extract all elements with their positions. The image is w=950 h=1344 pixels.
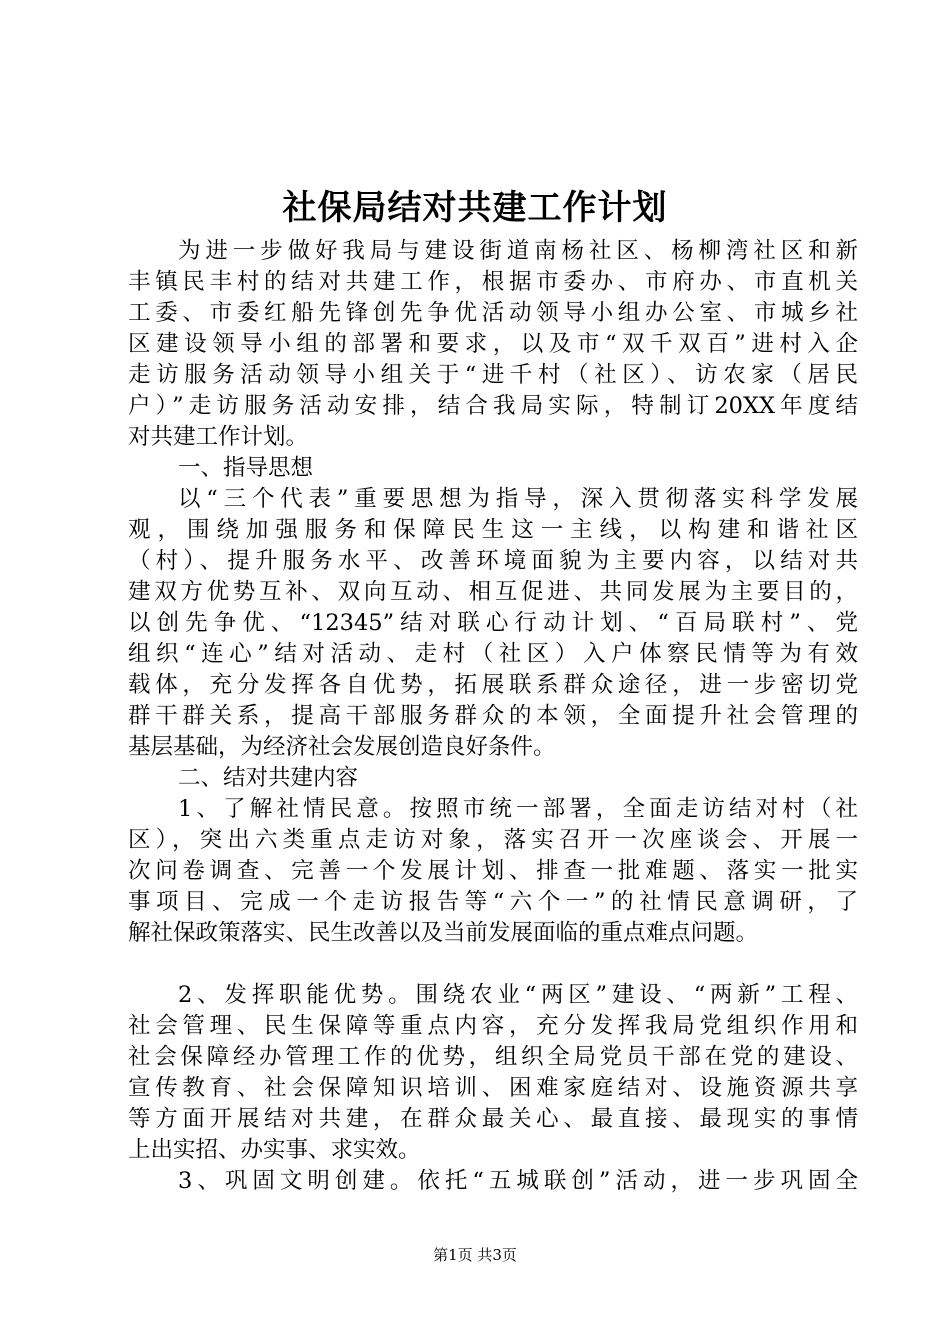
text-line: 观，围绕加强服务和保障民生这一主线，以构建和谐社区 [128,517,858,543]
text-line: 为进一步做好我局与建设街道南杨社区、杨柳湾社区和新 [178,238,858,264]
page-footer: 第1页 共3页 [433,1246,517,1264]
document-title: 社保局结对共建工作计划 [282,188,668,228]
text-line: 户）”走访服务活动安排，结合我局实际，特制订20XX年度结 [128,393,858,419]
text-line: 群干群关系，提高干部服务群众的本领，全面提升社会管理的 [128,703,858,729]
text-line: 一、指导思想 [178,455,314,481]
text-line: 建双方优势互补、双向互动、相互促进、共同发展为主要目的， [128,579,858,605]
text-line: 以创先争优、“12345”结对联心行动计划、“百局联村”、党 [128,610,858,636]
text-line: 宣传教育、社会保障知识培训、困难家庭结对、设施资源共享 [128,1075,858,1101]
text-line: 走访服务活动领导小组关于“进千村（社区）、访农家（居民 [128,362,858,388]
text-line: 事项目、完成一个走访报告等“六个一”的社情民意调研，了 [128,889,858,915]
text-line: （村）、提升服务水平、改善环境面貌为主要内容，以结对共 [128,548,858,574]
text-line: 对共建工作计划。 [128,424,309,450]
document-body [128,236,858,1197]
text-line: 丰镇民丰村的结对共建工作，根据市委办、市府办、市直机关 [128,269,858,295]
text-line: 以“三个代表”重要思想为指导，深入贯彻落实科学发展 [178,486,858,512]
text-line: 社会管理、民生保障等重点内容，充分发挥我局党组织作用和 [128,1013,858,1039]
text-line: 区建设领导小组的部署和要求，以及市“双千双百”进村入企 [128,331,858,357]
text-line: 组织“连心”结对活动、走村（社区）入户体察民情等为有效 [128,641,858,667]
text-line: 基层基础，为经济社会发展创造良好条件。 [128,734,556,760]
text-line: 1、了解社情民意。按照市统一部署，全面走访结对村（社 [178,796,858,822]
text-line: 解社保政策落实、民生改善以及当前发展面临的重点难点问题。 [128,920,759,946]
text-line: 工委、市委红船先锋创先争优活动领导小组办公室、市城乡社 [128,300,858,326]
text-line: 上出实招、办实事、求实效。 [128,1137,421,1163]
text-line: 载体，充分发挥各自优势，拓展联系群众途径，进一步密切党 [128,672,858,698]
text-line: 等方面开展结对共建，在群众最关心、最直接、最现实的事情 [128,1106,858,1132]
text-line: 社会保障经办管理工作的优势，组织全局党员干部在党的建设、 [128,1044,858,1070]
blank-line [128,949,858,980]
text-line: 2、发挥职能优势。围绕农业“两区”建设、“两新”工程、 [178,982,858,1008]
text-line: 次问卷调查、完善一个发展计划、排查一批难题、落实一批实 [128,858,858,884]
text-line: 二、结对共建内容 [178,765,359,791]
text-line: 区），突出六类重点走访对象，落实召开一次座谈会、开展一 [128,827,858,853]
text-line: 3、巩固文明创建。依托“五城联创”活动，进一步巩固全 [178,1168,858,1194]
